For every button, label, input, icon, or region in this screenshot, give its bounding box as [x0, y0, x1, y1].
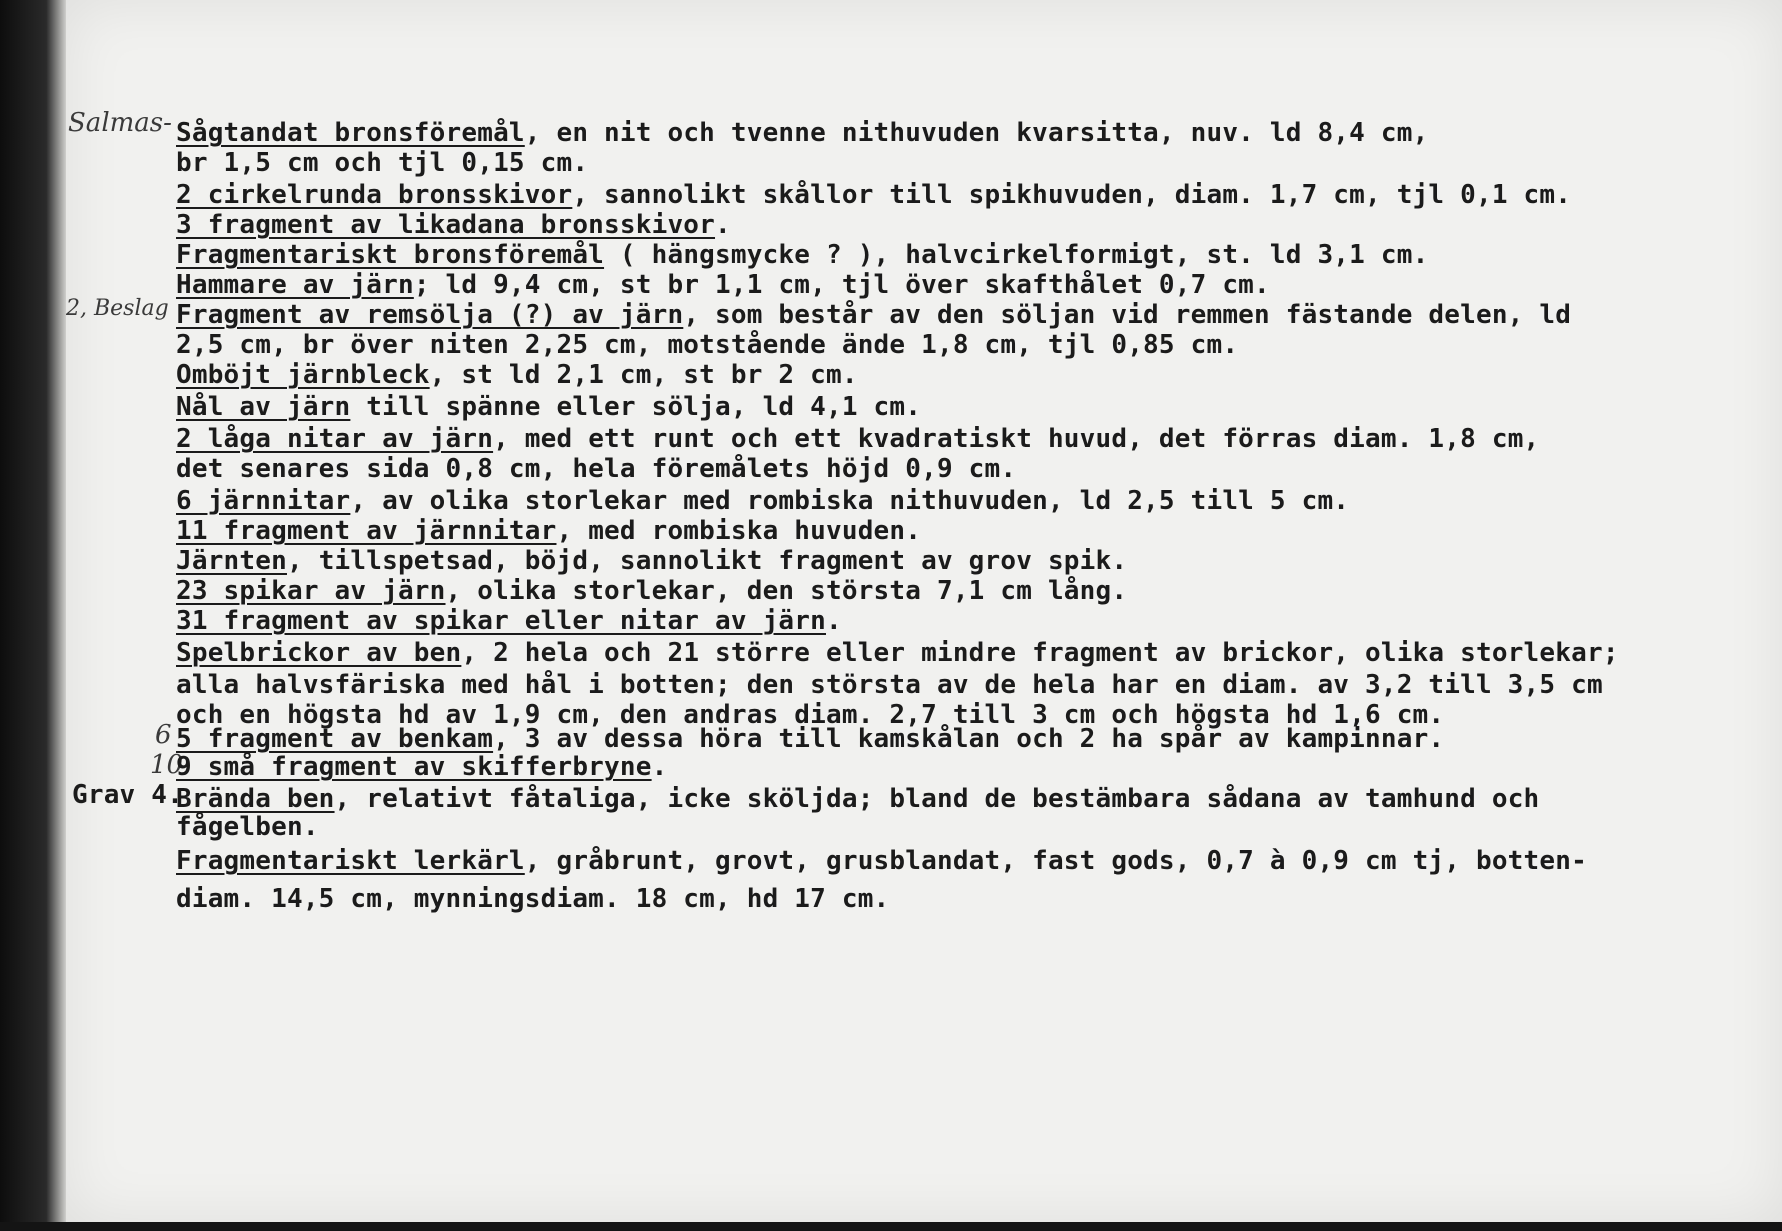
- margin-note-samas: Salmas-: [68, 108, 172, 138]
- item-description: , med ett runt och ett kvadratiskt huvud, det förras diam. 1,8 cm,: [493, 424, 1540, 454]
- item-heading: Järnten: [176, 546, 287, 576]
- item-heading: 9 små fragment av skifferbryne: [176, 752, 652, 782]
- typed-line: [176, 846, 1587, 876]
- item-heading: 2 cirkelrunda bronsskivor: [176, 180, 573, 210]
- typed-line: [176, 724, 1444, 754]
- item-description: , 3 av dessa höra till kamskålan och 2 ha spår av kampinnar.: [493, 724, 1445, 754]
- item-heading: Fragmentariskt bronsföremål: [176, 240, 605, 270]
- typed-line: [176, 576, 1127, 606]
- item-description: , av olika storlekar med rombiska nithuvuden, ld 2,5 till 5 cm.: [350, 486, 1350, 516]
- typed-line: [176, 884, 889, 914]
- item-heading: 3 fragment av likadana bronsskivor: [176, 210, 716, 240]
- margin-note-ten: 10: [150, 750, 184, 780]
- item-description: , olika storlekar, den största 7,1 cm lång.: [445, 576, 1128, 606]
- item-description: , med rombiska huvuden.: [556, 516, 922, 546]
- item-description: och en högsta hd av 1,9 cm, den andras diam. 2,7 till 3 cm och högsta hd 1,6 cm.: [176, 700, 1445, 730]
- item-heading: 2 låga nitar av järn: [176, 424, 494, 454]
- item-heading: Sågtandat bronsföremål: [176, 118, 525, 148]
- item-heading: 5 fragment av benkam: [176, 724, 494, 754]
- item-heading: Spelbrickor av ben: [176, 638, 462, 668]
- typed-line: [176, 752, 667, 782]
- item-description: alla halvsfäriska med hål i botten; den största av de hela har en diam. av 3,2 till 3,5 cm: [176, 670, 1603, 700]
- item-heading: 31 fragment av spikar eller nitar av järn: [176, 606, 826, 636]
- typed-line: [176, 812, 319, 842]
- typed-line: [176, 300, 1571, 330]
- item-heading: 6 järnnitar: [176, 486, 351, 516]
- typed-line: [176, 670, 1603, 700]
- item-description: , st ld 2,1 cm, st br 2 cm.: [429, 360, 858, 390]
- typed-line: [176, 180, 1571, 210]
- typed-line: [176, 516, 921, 546]
- typed-line: [176, 330, 1238, 360]
- card-bottom-edge-shadow: [0, 1222, 1782, 1231]
- typed-line: [176, 148, 588, 178]
- item-heading: Fragment av remsölja (?) av järn: [176, 300, 684, 330]
- item-description: det senares sida 0,8 cm, hela föremålets höjd 0,9 cm.: [176, 454, 1017, 484]
- grav-label: Grav 4.: [72, 780, 183, 810]
- typed-line: [176, 606, 842, 636]
- item-heading: Nål av järn: [176, 392, 351, 422]
- typed-line: [176, 392, 921, 422]
- item-description: .: [715, 210, 731, 240]
- typed-line: [176, 270, 1270, 300]
- typed-line: [176, 546, 1127, 576]
- item-description: .: [651, 752, 668, 782]
- item-description: , 2 hela och 21 större eller mindre fragment av brickor, olika storlekar;: [461, 638, 1619, 668]
- item-description: ( hängsmycke ? ), halvcirkelformigt, st. ld 3,1 cm.: [604, 240, 1429, 270]
- item-description: fågelben.: [176, 812, 319, 842]
- typed-line: [176, 424, 1539, 454]
- item-description: .: [826, 606, 842, 636]
- item-heading: Brända ben: [176, 784, 335, 814]
- item-description: till spänne eller sölja, ld 4,1 cm.: [350, 392, 922, 422]
- typed-line: [176, 360, 858, 390]
- margin-note-beslag: 2, Beslag: [66, 296, 169, 321]
- item-heading: Hammare av järn: [176, 270, 414, 300]
- item-description: , relativt fåtaliga, icke sköljda; bland de bestämbara sådana av tamhund och: [334, 784, 1540, 814]
- typed-line: [176, 240, 1428, 270]
- margin-note-six: 6: [155, 720, 172, 750]
- item-description: br 1,5 cm och tjl 0,15 cm.: [176, 148, 589, 178]
- item-description: , en nit och tvenne nithuvuden kvarsitta, nuv. ld 8,4 cm,: [524, 118, 1429, 148]
- item-description: , som består av den söljan vid remmen fästande delen, ld: [683, 300, 1572, 330]
- item-heading: 23 spikar av järn: [176, 576, 446, 606]
- item-heading: Omböjt järnbleck: [176, 360, 430, 390]
- typed-line: [176, 638, 1619, 668]
- item-description: , sannolikt skållor till spikhuvuden, diam. 1,7 cm, tjl 0,1 cm.: [572, 180, 1572, 210]
- typed-line: [176, 486, 1349, 516]
- typed-line: [176, 118, 1428, 148]
- item-description: 2,5 cm, br över niten 2,25 cm, motstående ände 1,8 cm, tjl 0,85 cm.: [176, 330, 1239, 360]
- card-left-edge-shadow: [0, 0, 66, 1231]
- item-heading: Fragmentariskt lerkärl: [176, 846, 525, 876]
- item-description: , tillspetsad, böjd, sannolikt fragment av grov spik.: [286, 546, 1128, 576]
- typed-line: [176, 784, 1539, 814]
- item-description: , gråbrunt, grovt, grusblandat, fast gods, 0,7 à 0,9 cm tj, botten-: [524, 846, 1587, 876]
- item-description: diam. 14,5 cm, mynningsdiam. 18 cm, hd 17 cm.: [176, 884, 890, 914]
- item-heading: 11 fragment av järnnitar: [176, 516, 557, 546]
- typed-line: [176, 210, 731, 240]
- item-description: ; ld 9,4 cm, st br 1,1 cm, tjl över skafthålet 0,7 cm.: [413, 270, 1270, 300]
- typed-line: [176, 454, 1016, 484]
